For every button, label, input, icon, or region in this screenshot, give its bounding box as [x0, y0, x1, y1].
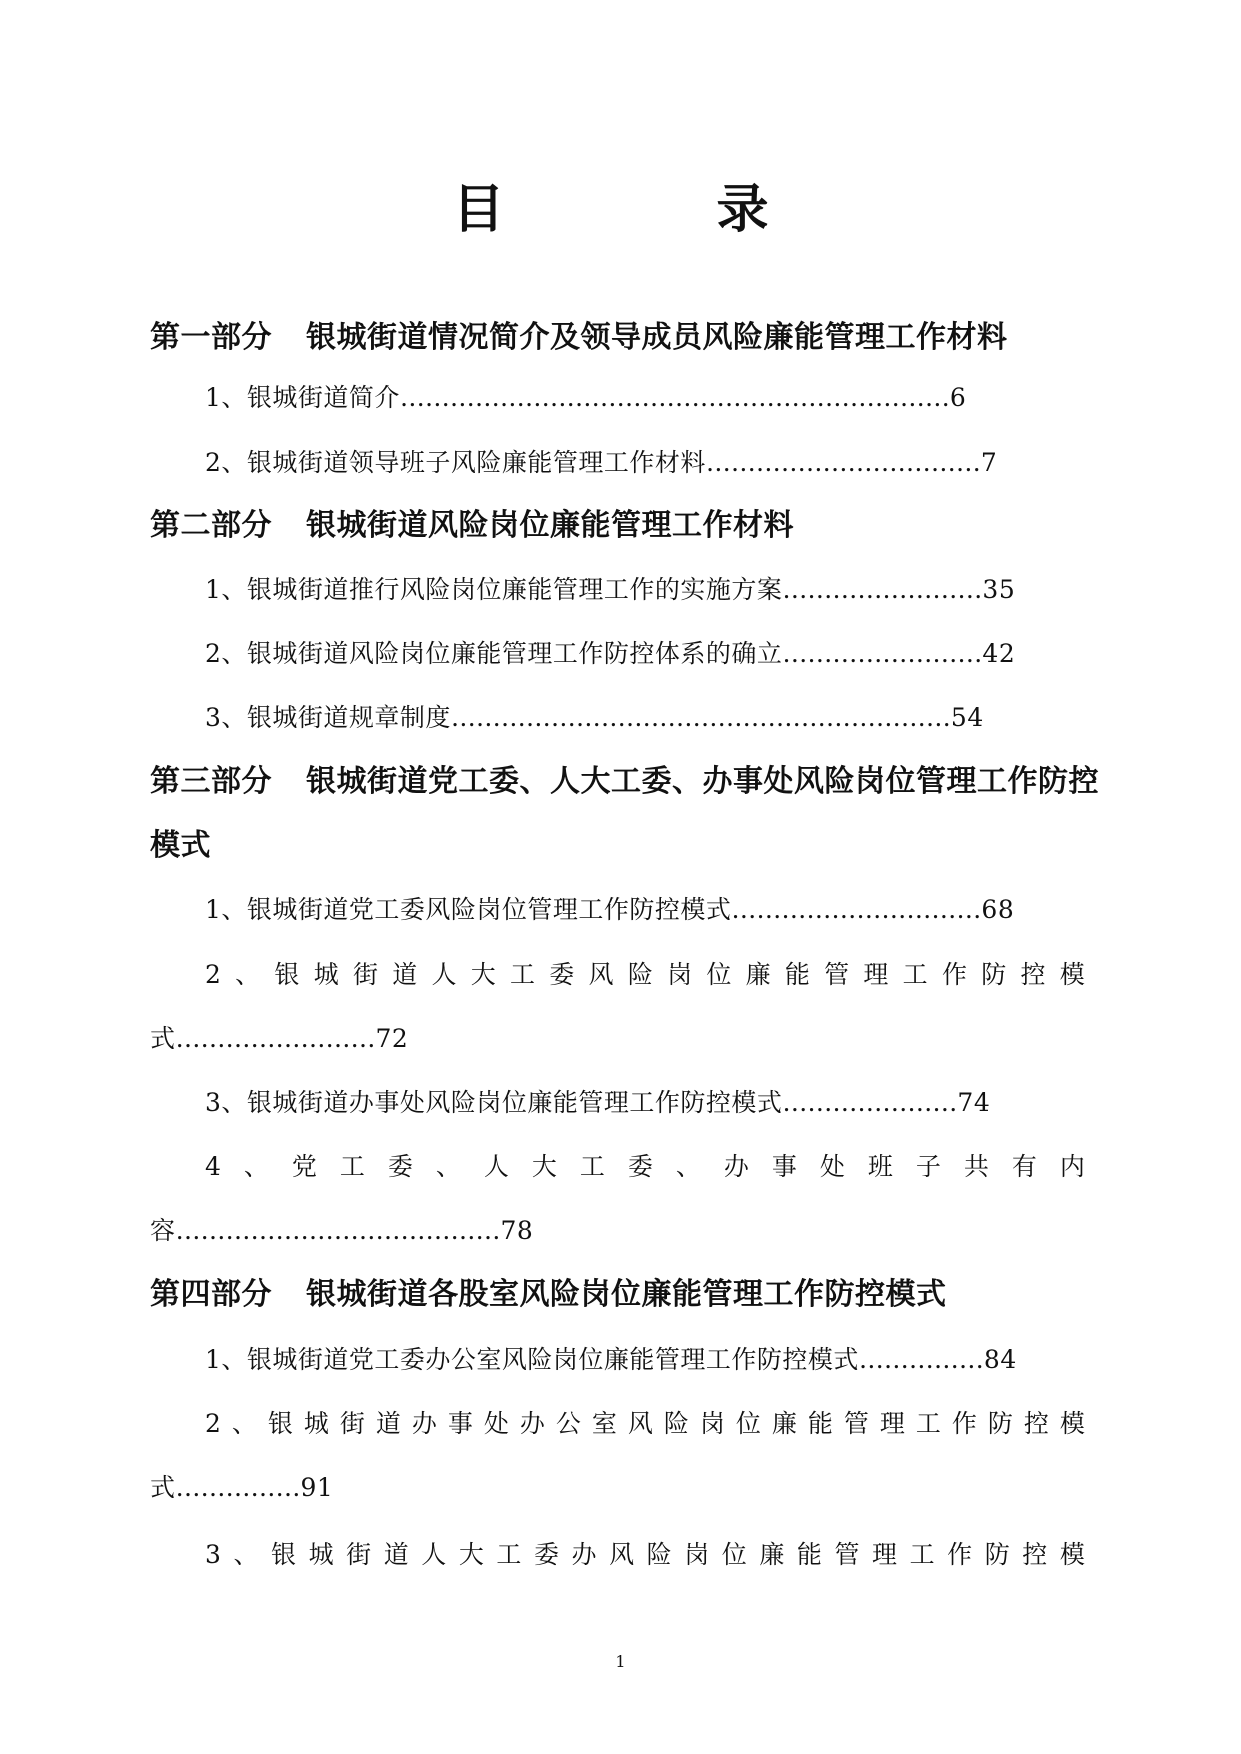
entry-char: 风 — [609, 1540, 635, 1569]
part-label: 第二部分 — [150, 508, 272, 543]
entry-char: 办 — [411, 1409, 437, 1438]
entry-text: 1、银城街道党工委办公室风险岗位廉能管理工作防控模式 — [205, 1345, 859, 1374]
entry-char: 城 — [313, 960, 339, 989]
entry-char: 廉 — [745, 960, 771, 989]
entry-page: 6 — [949, 383, 967, 412]
entry-char: 城 — [308, 1540, 334, 1569]
entry-text: 1、银城街道简介 — [205, 383, 400, 412]
entry-page: 91 — [300, 1473, 334, 1502]
entry-char: 能 — [807, 1409, 833, 1438]
entry-char: 办 — [519, 1409, 545, 1438]
entry-char: 大 — [458, 1540, 484, 1569]
entry-char: 街 — [339, 1409, 365, 1438]
toc-entry[interactable] — [205, 634, 1015, 674]
entry-char: 能 — [796, 1540, 822, 1569]
toc-entry[interactable] — [205, 1083, 990, 1123]
entry-char: 防 — [987, 1409, 1013, 1438]
entry-char: 、 — [231, 1409, 257, 1438]
entry-char: 岗 — [699, 1409, 725, 1438]
entry-text-continued: 式 — [150, 1024, 176, 1053]
entry-char: 银 — [267, 1409, 293, 1438]
part-heading-2 — [150, 506, 794, 546]
entry-char: 作 — [951, 1409, 977, 1438]
entry-char: 管 — [834, 1540, 860, 1569]
entry-char: 委 — [549, 960, 575, 989]
entry-char: 作 — [947, 1540, 973, 1569]
entry-text-continued: 式 — [150, 1473, 176, 1502]
entry-char: 党 — [291, 1152, 317, 1181]
entry-char: 工 — [339, 1152, 365, 1181]
entry-text: 2、银城街道风险岗位廉能管理工作防控体系的确立 — [205, 639, 783, 668]
entry-text: 1、银城街道党工委风险岗位管理工作防控模式 — [205, 895, 732, 924]
leader-dots: …………… — [858, 1345, 984, 1374]
entry-page: 78 — [500, 1216, 534, 1245]
entry-char: 人 — [431, 960, 457, 989]
entry-text: 2、银城街道领导班子风险廉能管理工作材料 — [205, 448, 706, 477]
toc-entry[interactable] — [205, 890, 1014, 930]
entry-char: 控 — [1020, 960, 1046, 989]
entry-char: 防 — [984, 1540, 1010, 1569]
entry-char: 室 — [591, 1409, 617, 1438]
entry-char: 模 — [1059, 1540, 1085, 1569]
entry-char: 险 — [627, 960, 653, 989]
entry-char: 公 — [555, 1409, 581, 1438]
toc-title: 目 录 — [452, 180, 849, 240]
entry-char: 控 — [1022, 1540, 1048, 1569]
entry-char: 作 — [941, 960, 967, 989]
entry-char: 道 — [383, 1540, 409, 1569]
entry-char: 险 — [663, 1409, 689, 1438]
part-text-continued: 模式 — [150, 828, 211, 863]
entry-char: 理 — [879, 1409, 905, 1438]
entry-char: 、 — [233, 1540, 259, 1569]
leader-dots: ………………………………… — [175, 1216, 501, 1245]
leader-dots: …………………… — [175, 1024, 376, 1053]
entry-char: 3 — [205, 1540, 221, 1569]
entry-char: 人 — [421, 1540, 447, 1569]
entry-char: 位 — [735, 1409, 761, 1438]
entry-char: 管 — [824, 960, 850, 989]
entry-char: 道 — [375, 1409, 401, 1438]
entry-char: 4 — [205, 1152, 221, 1181]
entry-char: 位 — [721, 1540, 747, 1569]
entry-page: 84 — [983, 1345, 1017, 1374]
entry-char: 模 — [1059, 960, 1085, 989]
entry-char: 大 — [531, 1152, 557, 1181]
toc-entry-continued[interactable] — [150, 1019, 408, 1059]
entry-char: 管 — [843, 1409, 869, 1438]
entry-char: 委 — [627, 1152, 653, 1181]
entry-char: 2 — [205, 1409, 221, 1438]
page-number: 1 — [615, 1652, 626, 1671]
entry-page: 42 — [982, 639, 1016, 668]
leader-dots: ………………………………………………………… — [399, 383, 950, 412]
entry-page: 54 — [950, 703, 984, 732]
part-label: 第一部分 — [150, 320, 272, 355]
entry-char: 防 — [981, 960, 1007, 989]
entry-char: 内 — [1059, 1152, 1085, 1181]
part-heading-3-continued — [150, 826, 211, 866]
entry-char: 大 — [470, 960, 496, 989]
part-heading-4 — [150, 1275, 947, 1315]
entry-char: 、 — [235, 960, 261, 989]
entry-char: 子 — [915, 1152, 941, 1181]
entry-page: 35 — [982, 575, 1016, 604]
toc-entry-justified[interactable] — [205, 955, 1085, 995]
entry-char: 能 — [784, 960, 810, 989]
toc-entry[interactable] — [205, 1340, 1017, 1380]
entry-char: 岗 — [684, 1540, 710, 1569]
part-text: 银城街道各股室风险岗位廉能管理工作防控模式 — [306, 1277, 947, 1312]
leader-dots: ………………… — [782, 1088, 958, 1117]
entry-char: 、 — [435, 1152, 461, 1181]
entry-char: 有 — [1011, 1152, 1037, 1181]
toc-entry[interactable] — [205, 698, 984, 738]
entry-char: 理 — [863, 960, 889, 989]
entry-text: 3、银城街道办事处风险岗位廉能管理工作防控模式 — [205, 1088, 783, 1117]
entry-char: 办 — [571, 1540, 597, 1569]
entry-char: 工 — [510, 960, 536, 989]
entry-page: 68 — [981, 895, 1015, 924]
entry-char: 、 — [675, 1152, 701, 1181]
part-text: 银城街道风险岗位廉能管理工作材料 — [306, 508, 794, 543]
part-heading-3 — [150, 762, 1099, 802]
entry-char: 控 — [1023, 1409, 1049, 1438]
part-text: 银城街道党工委、人大工委、办事处风险岗位管理工作防控 — [306, 764, 1099, 799]
part-label: 第三部分 — [150, 764, 272, 799]
entry-char: 事 — [771, 1152, 797, 1181]
entry-char: 工 — [909, 1540, 935, 1569]
leader-dots: …………………… — [782, 575, 983, 604]
entry-char: 处 — [819, 1152, 845, 1181]
leader-dots: …………………………………………………… — [450, 703, 951, 732]
entry-char: 事 — [447, 1409, 473, 1438]
leader-dots: …………………………… — [705, 448, 981, 477]
leader-dots: …………………… — [782, 639, 983, 668]
entry-text: 1、银城街道推行风险岗位廉能管理工作的实施方案 — [205, 575, 783, 604]
entry-char: 工 — [902, 960, 928, 989]
entry-text-continued: 容 — [150, 1216, 176, 1245]
entry-char: 委 — [387, 1152, 413, 1181]
part-heading-1 — [150, 318, 1008, 358]
leader-dots: ………………………… — [731, 895, 982, 924]
entry-char: 模 — [1059, 1409, 1085, 1438]
entry-char: 街 — [352, 960, 378, 989]
toc-entry[interactable] — [205, 378, 966, 418]
toc-entry-justified[interactable] — [205, 1404, 1085, 1444]
entry-char: 险 — [646, 1540, 672, 1569]
entry-char: 委 — [533, 1540, 559, 1569]
entry-char: 街 — [346, 1540, 372, 1569]
toc-entry-continued[interactable] — [150, 1468, 333, 1508]
toc-entry-justified[interactable] — [205, 1147, 1085, 1187]
entry-char: 工 — [915, 1409, 941, 1438]
entry-char: 处 — [483, 1409, 509, 1438]
entry-char: 工 — [579, 1152, 605, 1181]
entry-char: 2 — [205, 960, 221, 989]
entry-char: 共 — [963, 1152, 989, 1181]
entry-char: 银 — [271, 1540, 297, 1569]
entry-char: 廉 — [759, 1540, 785, 1569]
entry-page: 7 — [980, 448, 998, 477]
toc-entry-justified[interactable] — [205, 1535, 1085, 1575]
entry-char: 风 — [588, 960, 614, 989]
toc-entry[interactable] — [205, 443, 997, 483]
entry-char: 风 — [627, 1409, 653, 1438]
toc-entry[interactable] — [205, 570, 1015, 610]
entry-char: 班 — [867, 1152, 893, 1181]
part-label: 第四部分 — [150, 1277, 272, 1312]
entry-page: 72 — [375, 1024, 409, 1053]
toc-entry-continued[interactable] — [150, 1211, 533, 1251]
entry-page: 74 — [957, 1088, 991, 1117]
entry-char: 位 — [706, 960, 732, 989]
entry-char: 理 — [872, 1540, 898, 1569]
part-text: 银城街道情况简介及领导成员风险廉能管理工作材料 — [306, 320, 1008, 355]
entry-text: 3、银城街道规章制度 — [205, 703, 451, 732]
entry-char: 人 — [483, 1152, 509, 1181]
entry-char: 银 — [274, 960, 300, 989]
entry-char: 、 — [243, 1152, 269, 1181]
entry-char: 办 — [723, 1152, 749, 1181]
entry-char: 工 — [496, 1540, 522, 1569]
entry-char: 岗 — [667, 960, 693, 989]
entry-char: 城 — [303, 1409, 329, 1438]
leader-dots: …………… — [175, 1473, 301, 1502]
entry-char: 道 — [392, 960, 418, 989]
entry-char: 廉 — [771, 1409, 797, 1438]
